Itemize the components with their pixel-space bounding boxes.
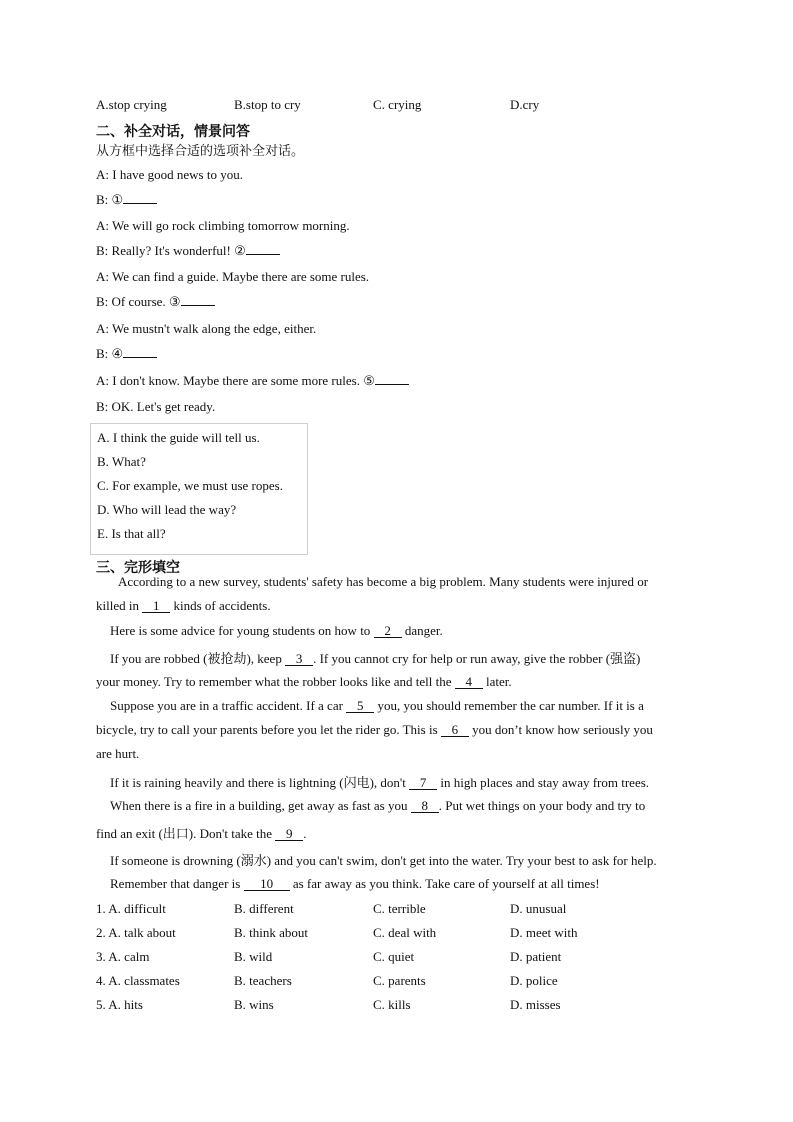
answer-blank-5[interactable] [375,384,409,385]
dialogue-line-4 [96,243,280,259]
choice-b: B. think about [234,925,309,940]
text: find an exit (出口). Don't take the [96,826,276,841]
text: bicycle, try to call your parents before you let the rider go. This is [96,722,441,737]
choice-a: 1. A. difficult [96,901,166,916]
cloze-paragraph-1b [96,598,708,614]
text: later. [482,674,512,689]
cloze-paragraph-4b [96,722,708,738]
option-c: C. crying [373,97,422,112]
dialogue-line-10 [96,399,215,415]
box-option-b: B. What? [97,454,146,469]
choice-c: C. terrible [373,901,426,916]
dialogue-line-7 [96,321,316,337]
text: Here is some advice for young students on how to [110,623,374,638]
text: as far away as you think. Take care of yourself at all times! [289,876,600,891]
cloze-blank-4[interactable]: 4 [455,675,483,689]
answer-blank-4[interactable] [123,357,157,358]
choice-b: B. wins [234,997,274,1012]
choice-row-2 [96,925,716,943]
dialogue-line-2 [96,192,157,208]
text: . [303,826,307,841]
dialogue-text: A: We will go rock climbing tomorrow morning. [96,218,350,233]
text: you don’t know how seriously you [468,722,653,737]
dialogue-text: B: ④ [96,346,124,361]
dialogue-text: A: We mustn't walk along the edge, either. [96,321,317,336]
choice-row-4 [96,973,716,991]
text: When there is a fire in a building, get away as fast as you [110,798,411,813]
cloze-blank-9[interactable]: 9 [275,827,303,841]
choice-b: B. teachers [234,973,292,988]
text: your money. Try to remember what the robber looks like and tell the [96,674,455,689]
box-option-e: E. Is that all? [97,526,166,541]
choice-row-3 [96,949,716,967]
text: in high places and stay away from trees. [437,775,650,790]
choice-a: 4. A. classmates [96,973,180,988]
section2-instruction: 从方框中选择合适的选项补全对话。 [96,143,305,158]
dialogue-text: A: I don't know. Maybe there are some more rules. ⑤ [96,373,375,388]
dialogue-line-5 [96,269,369,285]
dialogue-line-6 [96,294,215,310]
answer-blank-3[interactable] [181,305,215,306]
choice-c: C. deal with [373,925,437,940]
cloze-paragraph-4a [96,698,722,714]
choice-d: D. meet with [510,925,578,940]
cloze-paragraph-1a: According to a new survey, students' safety has become a big problem. Many students were injured or [118,574,649,589]
cloze-paragraph-6a [96,798,722,814]
answer-blank-1[interactable] [123,203,157,204]
answer-blank-2[interactable] [246,254,280,255]
cloze-paragraph-8 [96,876,722,892]
section2-title: 二、补全对话，情景问答 [96,125,250,140]
cloze-paragraph-3a [96,648,722,667]
cloze-paragraph-2 [96,623,722,639]
previous-question-options [96,97,716,115]
choice-d: D. police [510,973,558,988]
dialogue-text: A: We can find a guide. Maybe there are some rules. [96,269,370,284]
box-option-a: A. I think the guide will tell us. [97,430,260,445]
cloze-paragraph-6b [96,823,708,842]
dialogue-text: B: ① [96,192,124,207]
cloze-blank-2[interactable]: 2 [374,624,402,638]
option-d: D.cry [510,97,540,112]
choice-d: D. misses [510,997,561,1012]
text: Suppose you are in a traffic accident. If a car [110,698,347,713]
section3-title: 三、完形填空 [96,561,180,576]
text: . Put wet things on your body and try to [438,798,646,813]
choice-b: B. wild [234,949,273,964]
cloze-paragraph-7: If someone is drowning (溺水) and you can't swim, don't get into the water. Try your best to ask for help. [110,853,657,868]
cloze-paragraph-5 [96,772,722,791]
text: . If you cannot cry for help or run away, give the robber (强盗) [313,651,641,666]
options-box [90,423,308,555]
cloze-blank-5[interactable]: 5 [346,699,374,713]
dialogue-line-9 [96,373,409,389]
text: If it is raining heavily and there is lightning (闪电), don't [110,775,410,790]
dialogue-line-8 [96,346,157,362]
choice-c: C. quiet [373,949,415,964]
text: killed in [96,598,143,613]
text: you, you should remember the car number. If it is a [374,698,644,713]
choice-c: C. parents [373,973,426,988]
choice-c: C. kills [373,997,411,1012]
cloze-blank-7[interactable]: 7 [409,776,437,790]
choice-a: 3. A. calm [96,949,150,964]
dialogue-text: B: OK. Let's get ready. [96,399,216,414]
text: danger. [401,623,443,638]
dialogue-text: B: Really? It's wonderful! ② [96,243,246,258]
choice-b: B. different [234,901,294,916]
cloze-blank-10[interactable]: 10 [244,877,290,891]
cloze-paragraph-4c: are hurt. [96,746,140,761]
choice-a: 2. A. talk about [96,925,176,940]
choice-row-5 [96,997,716,1015]
choice-row-1 [96,901,716,919]
option-a: A.stop crying [96,97,167,112]
option-b: B.stop to cry [234,97,301,112]
cloze-blank-6[interactable]: 6 [441,723,469,737]
cloze-blank-3[interactable]: 3 [285,652,313,666]
cloze-paragraph-3b [96,674,708,690]
dialogue-text: A: I have good news to you. [96,167,243,182]
choice-a: 5. A. hits [96,997,143,1012]
choice-d: D. unusual [510,901,567,916]
text: If you are robbed (被抢劫), keep [110,651,286,666]
text: kinds of accidents. [170,598,271,613]
box-option-d: D. Who will lead the way? [97,502,237,517]
box-option-c: C. For example, we must use ropes. [97,478,283,493]
choice-d: D. patient [510,949,562,964]
dialogue-line-1 [96,167,243,183]
cloze-blank-8[interactable]: 8 [411,799,439,813]
cloze-blank-1[interactable]: 1 [142,599,170,613]
dialogue-text: B: Of course. ③ [96,294,181,309]
text: Remember that danger is [110,876,244,891]
dialogue-line-3 [96,218,350,234]
